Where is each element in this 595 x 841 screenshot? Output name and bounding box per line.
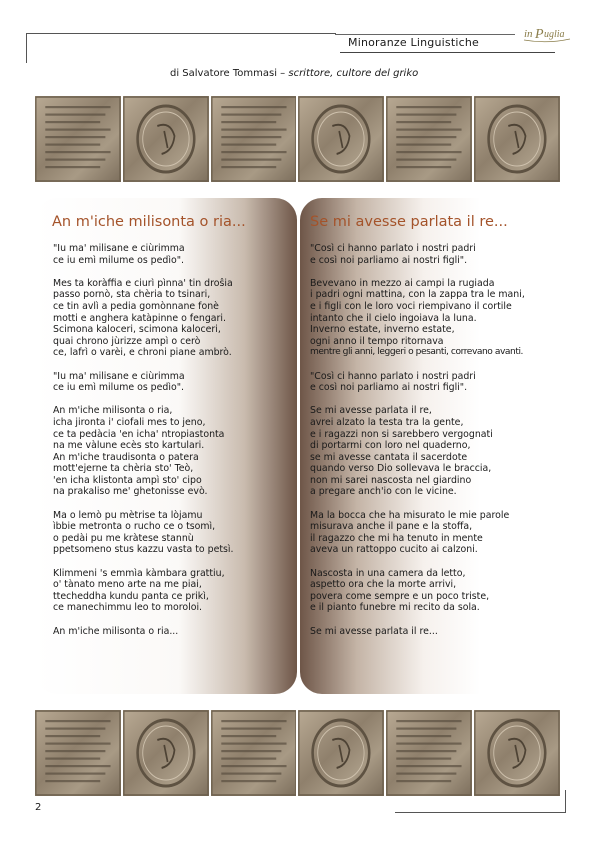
stanza [310,371,560,394]
poem-line: motti e anghera katàpinne o fengari. [53,312,226,324]
poem-line: e così noi parliamo ai nostri figli". [310,254,468,266]
left-poem-body [53,243,293,649]
poem-line: "Così ci hanno parlato i nostri padri [310,370,476,382]
poem-line: icha jironta i' ciofali mes to jeno, [53,416,206,428]
poem-line: ppetsomeno stus kazzu vasta to petsì. [53,544,234,556]
poem-line: Scimona kaloceri, scimona kaloceri, [53,324,221,336]
poem-line: Klimmeni 's emmìa kàmbara grattiu, [53,567,225,579]
poem-line: aveva un rattoppo cucito ai calzoni. [310,544,478,556]
right-poem-body [310,243,560,649]
frame-corner-bottom-right-vertical [565,790,566,813]
poem-line: e i ragazzi non si sarebbero vergognati [310,428,493,440]
poem-line: Se mi avesse parlata il re, [310,405,432,417]
poem-line: avrei alzato la testa tra la gente, [310,416,464,428]
poem-line: ce manechimmu leo to moroloi. [53,602,203,614]
poem-line: An m'iche traudisonta o patera [53,451,199,463]
poem-line: An m'iche milisonta o ria, [53,405,173,417]
carved-stone-tablet-image [211,96,297,182]
page-number: 2 [35,802,42,813]
stanza [53,243,293,266]
poem-line: e i figli con le loro voci riempivano il cortile [310,300,512,312]
header-rule [340,52,555,53]
poem-line: quai chrono jùrizze ampì o cerò [53,335,201,347]
poem-line: ce, lafrì o varèi, e chroni piane ambrò. [53,347,232,359]
stanza [53,568,293,614]
poem-line: ce tin avlì a pedia gomònnane fonè [53,300,219,312]
poem-line: Mes ta koràffia e ciurì pìnna' tin droŝia [53,277,233,289]
poem-line: 'en icha klistonta ampì sto' cipo [53,474,202,486]
poem-line: mentre gli anni, leggeri o pesanti, correvano avanti. [310,347,523,358]
poem-line: ce ta pedàcia 'en icha' ntropiastonta [53,428,225,440]
poem-line: quando verso Dio sollevava le braccia, [310,463,492,475]
carved-stone-tablet-image [123,710,209,796]
poem-line: Nascosta in una camera da letto, [310,567,466,579]
poem-line: i padri ogni mattina, con la zappa tra le mani, [310,289,525,301]
left-poem-title: An m'iche milisonta o ria... [52,214,246,230]
poem-line: passo pornò, sta chèria to tsinari, [53,289,211,301]
svg-text:uglia: uglia [544,29,565,40]
poem-line: a pregare anch'io con le vicine. [310,486,457,498]
poem-line: "Così ci hanno parlato i nostri padri [310,243,476,254]
poem-line: e così noi parliamo ai nostri figli". [310,382,468,394]
stanza [310,568,560,614]
carved-stone-tablet-image [474,710,560,796]
poem-line: Se mi avesse parlata il re... [310,625,438,637]
stanza [310,278,560,359]
poem-line: misurava anche il pane e la stoffa, [310,521,473,533]
poem-line: Ma la bocca che ha misurato le mie parole [310,509,510,521]
carved-stone-tablet-image [298,710,384,796]
section-title: Minoranze Linguistiche [348,36,479,49]
frame-corner-top-left-vertical [26,33,27,63]
poem-line: ce iu emì milume os pedìo". [53,254,184,266]
poem-line: "Iu ma' milisane e ciùrimma [53,243,185,254]
stone-tiles-top [35,96,560,182]
svg-text:P: P [535,27,544,42]
carved-stone-tablet-image [35,710,121,796]
poem-line: o' tànato meno arte na me piai, [53,579,202,591]
frame-corner-top-left-horizontal [26,33,336,34]
svg-text:in: in [524,28,533,40]
poem-line: Inverno estate, inverno estate, [310,324,455,336]
poem-line: ce iu emì milume os pedìo". [53,382,184,394]
poem-line: e il pianto funebre mi recito da sola. [310,602,480,614]
right-poem-title: Se mi avesse parlata il re... [310,214,508,230]
poem-line: na prakaliso me' ghetonisse evò. [53,486,208,498]
stanza [310,510,560,556]
poem-line: povera come sempre e un poco triste, [310,590,490,602]
poem-line: "Iu ma' milisane e ciùrimma [53,370,185,382]
stanza [310,405,560,498]
carved-stone-tablet-image [298,96,384,182]
stanza [53,626,293,638]
carved-stone-tablet-image [474,96,560,182]
poem-line: di portarmi con loro nel quaderno, [310,440,471,452]
poem-line: ttecheddha kundu panta ce prikì, [53,590,209,602]
author-byline [170,68,418,79]
carved-stone-tablet-image [211,710,297,796]
carved-stone-tablet-image [386,710,472,796]
poem-line: An m'iche milisonta o ria... [53,625,179,637]
poem-line: aspetto ora che la morte arrivi, [310,579,457,591]
stanza [310,243,560,266]
stone-tiles-bottom [35,710,560,796]
poem-line: ìbbie metronta o rucho ce o tsomì, [53,521,216,533]
poem-line: ogni anno il tempo ritornava [310,335,444,347]
stanza [53,371,293,394]
stanza [53,510,293,556]
frame-corner-bottom-right-horizontal [395,812,565,813]
header-rule-top [335,34,515,35]
poem-line: intanto che il cielo ingoiava la luna. [310,312,477,324]
carved-stone-tablet-image [35,96,121,182]
stanza [53,278,293,359]
poem-line: non mi sarei nascosta nel giardino [310,474,472,486]
poem-line: mott'ejerne ta chèria sto' Teò, [53,463,194,475]
carved-stone-tablet-image [386,96,472,182]
poem-line: il ragazzo che mi ha tenuto in mente [310,532,483,544]
poem-line: o pedài pu me kràtese stannù [53,532,194,544]
poem-line: Ma o lemò pu mètrise ta lòjamu [53,509,203,521]
carved-stone-tablet-image [123,96,209,182]
stanza [53,405,293,498]
poem-line: se mi avesse cantata il sacerdote [310,451,468,463]
author-role: scrittore, cultore del griko [288,68,419,79]
author-name: di Salvatore Tommasi – [170,68,289,79]
stanza [310,626,560,638]
poem-line: Bevevano in mezzo ai campi la rugiada [310,277,495,289]
poem-line: na me vàlune ecès sto kartulari. [53,440,205,452]
in-puglia-logo [522,22,572,44]
